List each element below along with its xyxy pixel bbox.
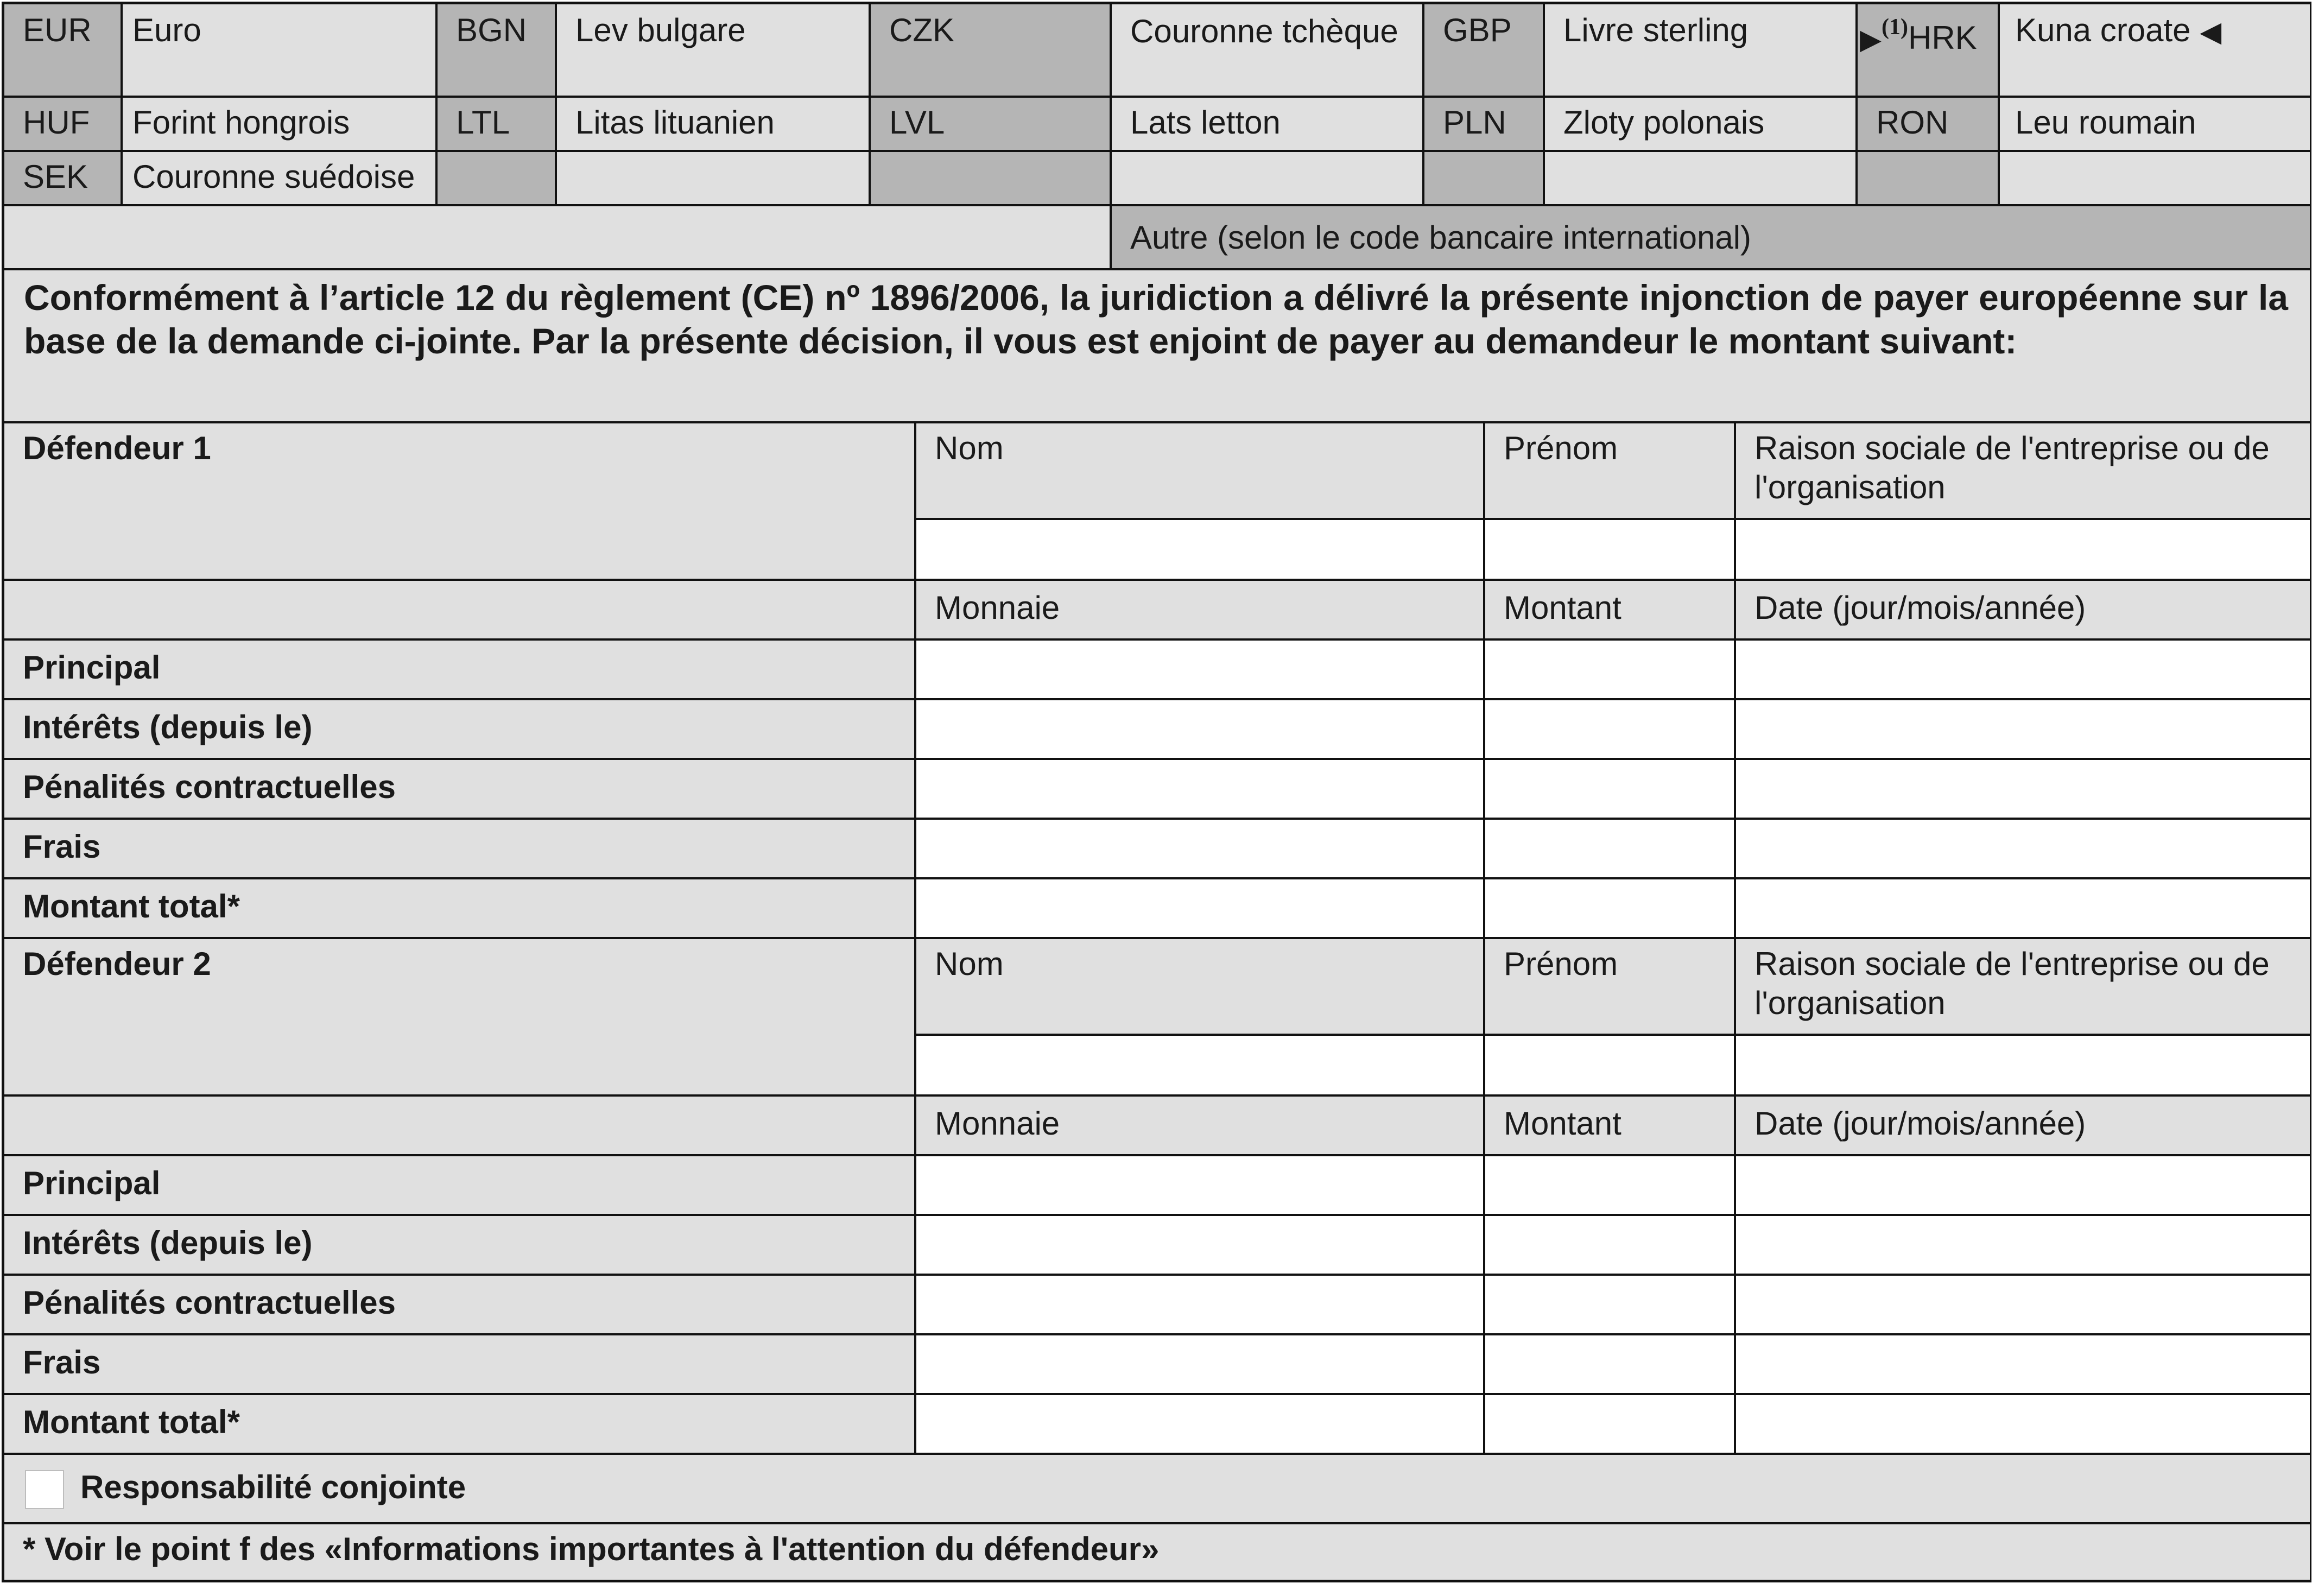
currency-code-text: EUR <box>23 12 92 48</box>
currency-name-ron <box>2000 98 2310 152</box>
date-input[interactable] <box>1736 1335 2310 1395</box>
currency-code-text: CZK <box>889 12 954 48</box>
empty-name-cell <box>1545 152 1858 206</box>
monnaie-input[interactable] <box>916 1216 1485 1276</box>
amount-row-label-cell <box>4 641 916 700</box>
insert-start-marker: ▶ <box>1860 24 1882 55</box>
amount-row-label-cell <box>4 1395 916 1455</box>
defendant-1-raison-header <box>1736 423 2310 520</box>
montant-header: Montant <box>1504 1105 1621 1142</box>
montant-input[interactable] <box>1485 1395 1736 1455</box>
empty-name-cell <box>557 152 871 206</box>
date-input[interactable] <box>1736 641 2310 700</box>
amount-row-label: Frais <box>23 828 101 865</box>
currency-name-text: Zloty polonais <box>1563 104 1765 141</box>
defendant-2-prenom-header <box>1485 939 1736 1036</box>
other-currency-input[interactable] <box>4 206 1112 270</box>
defendant-2-label-cell <box>4 939 916 1097</box>
currency-name-text: Litas lituanien <box>575 104 775 141</box>
other-currency-label: Autre (selon le code bancaire international) <box>1130 219 1752 256</box>
nom-header: Nom <box>935 946 1004 982</box>
currency-name-text: Lats letton <box>1130 104 1281 141</box>
defendant-2-monnaie-header <box>916 1097 1485 1156</box>
currency-name-text: Leu roumain <box>2015 104 2196 141</box>
amount-row-label-cell <box>4 1276 916 1335</box>
other-currency-label-cell <box>1112 206 2310 270</box>
amount-row-label: Intérêts (depuis le) <box>23 709 313 745</box>
defendant-1-monnaie-header <box>916 581 1485 641</box>
order-statement <box>4 270 2310 423</box>
currency-code-sek[interactable] <box>4 152 123 206</box>
currency-name-hrk-text <box>2015 11 2297 52</box>
currency-name-text: Forint hongrois <box>132 104 350 141</box>
prenom-header: Prénom <box>1504 946 1618 982</box>
amount-row-label-cell <box>4 760 916 820</box>
monnaie-input[interactable] <box>916 760 1485 820</box>
defendant-2-raison-header <box>1736 939 2310 1036</box>
currency-name-ltl <box>557 98 871 152</box>
date-input[interactable] <box>1736 1395 2310 1455</box>
amount-row-label: Principal <box>23 1165 161 1201</box>
montant-input[interactable] <box>1485 820 1736 879</box>
currency-code-text: LTL <box>456 104 510 141</box>
montant-input[interactable] <box>1485 879 1736 939</box>
currency-name-sek <box>123 152 438 206</box>
amount-row-label-cell <box>4 700 916 760</box>
payment-order-form <box>2 2 2311 1582</box>
joint-liability-label: Responsabilité conjointe <box>80 1469 466 1505</box>
defendant-1-date-header <box>1736 581 2310 641</box>
monnaie-input[interactable] <box>916 1395 1485 1455</box>
monnaie-input[interactable] <box>916 641 1485 700</box>
empty-name-cell <box>2000 152 2310 206</box>
montant-input[interactable] <box>1485 760 1736 820</box>
monnaie-input[interactable] <box>916 1156 1485 1216</box>
currency-code-czk[interactable] <box>871 4 1112 98</box>
currency-name-lvl <box>1112 98 1424 152</box>
amount-row-label: Montant total* <box>23 1404 240 1440</box>
empty-code-cell[interactable] <box>1424 152 1545 206</box>
currency-code-eur[interactable] <box>4 4 123 98</box>
date-input[interactable] <box>1736 700 2310 760</box>
montant-input[interactable] <box>1485 1216 1736 1276</box>
date-input[interactable] <box>1736 820 2310 879</box>
monnaie-input[interactable] <box>916 879 1485 939</box>
joint-liability-checkbox[interactable] <box>25 1470 64 1509</box>
montant-input[interactable] <box>1485 1335 1736 1395</box>
date-input[interactable] <box>1736 1216 2310 1276</box>
currency-name-text: Euro <box>132 12 201 48</box>
currency-name-pln <box>1545 98 1858 152</box>
insert-end-marker: ◀ <box>2200 16 2222 48</box>
date-header: Date (jour/mois/année) <box>1754 1105 2086 1142</box>
empty-name-cell <box>1112 152 1424 206</box>
montant-input[interactable] <box>1485 1156 1736 1216</box>
footnote-reference: (1) <box>1882 15 1908 40</box>
currency-name-gbp <box>1545 4 1858 98</box>
montant-input[interactable] <box>1485 641 1736 700</box>
footnote-text: * Voir le point f des «Informations importantes à l'attention du défendeur» <box>23 1531 1160 1567</box>
defendant-1-label: Défendeur 1 <box>23 430 211 466</box>
defendant-2-date-header <box>1736 1097 2310 1156</box>
currency-name-text: Couronne tchèque <box>1130 13 1398 49</box>
currency-name-czk <box>1112 4 1424 98</box>
currency-name-text: Kuna croate <box>2015 12 2191 48</box>
defendant-2-label: Défendeur 2 <box>23 946 211 982</box>
currency-name-text: Couronne suédoise <box>132 159 415 195</box>
defendant-2-nom-input[interactable] <box>916 1036 1485 1097</box>
defendant-2-amount-header-blank <box>4 1097 916 1156</box>
defendant-1-label-cell <box>4 423 916 581</box>
amount-row-label-cell <box>4 820 916 879</box>
amount-row-label-cell <box>4 1335 916 1395</box>
joint-liability-row <box>4 1455 2310 1524</box>
currency-name-huf <box>123 98 438 152</box>
prenom-header: Prénom <box>1504 430 1618 466</box>
amount-row-label-cell <box>4 1156 916 1216</box>
montant-input[interactable] <box>1485 1276 1736 1335</box>
defendant-2-nom-header <box>916 939 1485 1036</box>
defendant-1-amount-header-blank <box>4 581 916 641</box>
defendant-1-prenom-header <box>1485 423 1736 520</box>
defendant-1-raison-input[interactable] <box>1736 520 2310 581</box>
currency-name-hrk <box>2000 4 2310 98</box>
currency-code-text: HRK <box>1908 20 1977 56</box>
currency-code-huf[interactable] <box>4 98 123 152</box>
defendant-2-montant-header <box>1485 1097 1736 1156</box>
date-input[interactable] <box>1736 1156 2310 1216</box>
currency-code-ltl[interactable] <box>438 98 557 152</box>
currency-name-eur <box>123 4 438 98</box>
monnaie-input[interactable] <box>916 1276 1485 1335</box>
amount-row-label: Principal <box>23 649 161 686</box>
monnaie-header: Monnaie <box>935 590 1060 626</box>
empty-code-cell[interactable] <box>1858 152 2000 206</box>
amount-row-label: Montant total* <box>23 888 240 924</box>
defendant-2-prenom-input[interactable] <box>1485 1036 1736 1097</box>
defendant-1-montant-header <box>1485 581 1736 641</box>
amount-row-label-cell <box>4 879 916 939</box>
date-input[interactable] <box>1736 879 2310 939</box>
currency-code-text: SEK <box>23 159 88 195</box>
date-header: Date (jour/mois/année) <box>1754 590 2086 626</box>
currency-code-lvl[interactable] <box>871 98 1112 152</box>
montant-input[interactable] <box>1485 700 1736 760</box>
currency-code-pln[interactable] <box>1424 98 1545 152</box>
empty-code-cell[interactable] <box>438 152 557 206</box>
amount-row-label: Pénalités contractuelles <box>23 769 396 805</box>
montant-header: Montant <box>1504 590 1621 626</box>
date-input[interactable] <box>1736 1276 2310 1335</box>
empty-code-cell[interactable] <box>871 152 1112 206</box>
footnote-row <box>4 1524 2310 1580</box>
monnaie-input[interactable] <box>916 700 1485 760</box>
monnaie-input[interactable] <box>916 820 1485 879</box>
raison-header: Raison sociale de l'entreprise ou de l'organisation <box>1754 946 2270 1021</box>
currency-name-bgn <box>557 4 871 98</box>
monnaie-header: Monnaie <box>935 1105 1060 1142</box>
currency-code-hrk-text <box>1860 11 1996 59</box>
currency-code-text: GBP <box>1443 12 1512 48</box>
amount-row-label-cell <box>4 1216 916 1276</box>
currency-code-hrk[interactable] <box>1858 4 2000 98</box>
nom-header: Nom <box>935 430 1004 466</box>
currency-code-ron[interactable] <box>1858 98 2000 152</box>
currency-code-text: LVL <box>889 104 945 141</box>
currency-name-text: Lev bulgare <box>575 12 746 48</box>
currency-code-text: RON <box>1876 104 1949 141</box>
defendant-1-nom-input[interactable] <box>916 520 1485 581</box>
currency-code-text: PLN <box>1443 104 1506 141</box>
currency-code-text: BGN <box>456 12 527 48</box>
amount-row-label: Intérêts (depuis le) <box>23 1225 313 1261</box>
amount-row-label: Pénalités contractuelles <box>23 1284 396 1321</box>
defendant-1-prenom-input[interactable] <box>1485 520 1736 581</box>
date-input[interactable] <box>1736 760 2310 820</box>
raison-header: Raison sociale de l'entreprise ou de l'organisation <box>1754 430 2270 505</box>
currency-code-gbp[interactable] <box>1424 4 1545 98</box>
currency-name-text: Livre sterling <box>1563 12 1749 48</box>
monnaie-input[interactable] <box>916 1335 1485 1395</box>
currency-code-bgn[interactable] <box>438 4 557 98</box>
defendant-2-raison-input[interactable] <box>1736 1036 2310 1097</box>
currency-code-text: HUF <box>23 104 90 141</box>
amount-row-label: Frais <box>23 1344 101 1380</box>
order-statement-text: Conformément à l’article 12 du règlement (CE) nº 1896/2006, la juridiction a délivré la présente injonction de payer européenne sur la base de la demande ci-jointe. Par la présente décision, il vous est enjoint de payer au demandeur le montant suivant: <box>24 277 2288 361</box>
defendant-1-nom-header <box>916 423 1485 520</box>
